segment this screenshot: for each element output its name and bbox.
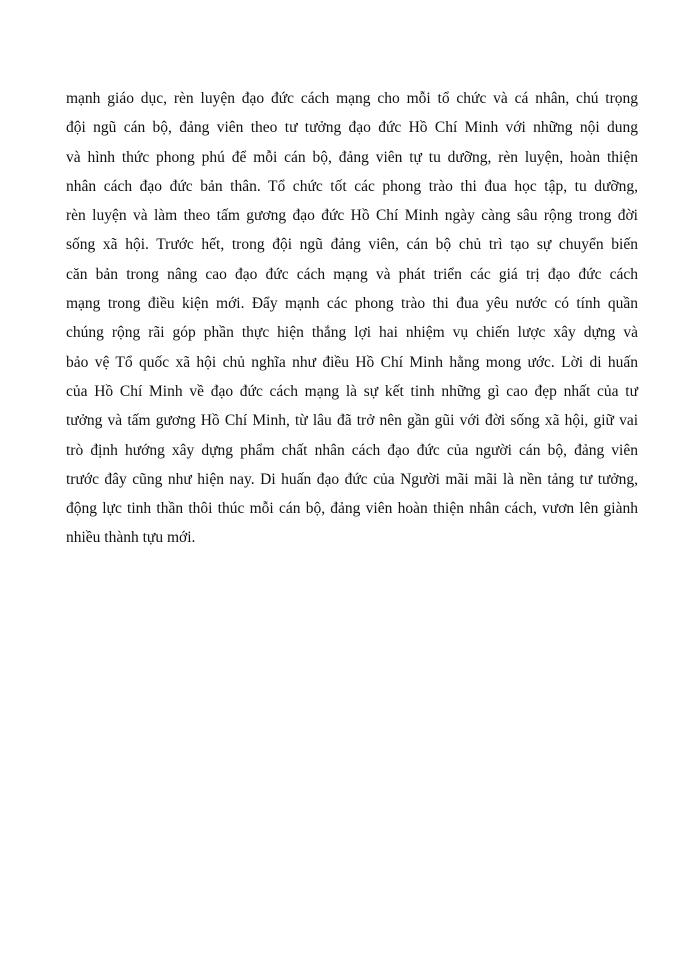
paragraph-line: căn bản trong nâng cao đạo đức cách mạng và phát triển các giá trị đạo đức cách (66, 265, 638, 283)
paragraph-line: tưởng và tấm gương Hồ Chí Minh, từ lâu đã trở nên gần gũi với đời sống xã hội, giữ vai (66, 412, 638, 430)
paragraph-line: động lực tinh thần thôi thúc mỗi cán bộ, đảng viên hoàn thiện nhân cách, vươn lên giành (66, 500, 638, 518)
paragraph-line: của Hồ Chí Minh về đạo đức cách mạng là sự kết tinh những gì cao đẹp nhất của tư (66, 382, 638, 400)
paragraph-line: mạnh giáo dục, rèn luyện đạo đức cách mạng cho mỗi tổ chức và cá nhân, chú trọng (66, 90, 638, 107)
paragraph-line: sống xã hội. Trước hết, trong đội ngũ đảng viên, cán bộ chủ trì tạo sự chuyển biến (66, 236, 638, 254)
paragraph-line: chúng rộng rãi góp phần thực hiện thắng lợi hai nhiệm vụ chiến lược xây dựng và (66, 324, 638, 342)
paragraph-line: trước đây cũng như hiện nay. Di huấn đạo đức của Người mãi mãi là nền tảng tư tưởng, (66, 470, 638, 488)
paragraph-line: bảo vệ Tổ quốc xã hội chủ nghĩa như điều Hồ Chí Minh hằng mong ước. Lời di huấn (66, 353, 638, 371)
body-paragraph (66, 84, 638, 553)
paragraph-line: nhiều thành tựu mới. (66, 529, 196, 547)
paragraph-line: và hình thức phong phú để mỗi cán bộ, đảng viên tự tu dưỡng, rèn luyện, hoàn thiện (66, 148, 638, 166)
paragraph-line: mạng trong điều kiện mới. Đẩy mạnh các phong trào thi đua yêu nước có tính quần (66, 295, 638, 313)
paragraph-line: rèn luyện và làm theo tấm gương đạo đức Hồ Chí Minh ngày càng sâu rộng trong đời (66, 207, 638, 225)
paragraph-line: đội ngũ cán bộ, đảng viên theo tư tưởng đạo đức Hồ Chí Minh với những nội dung (66, 119, 638, 137)
paragraph-line: nhân cách đạo đức bản thân. Tổ chức tốt các phong trào thi đua học tập, tu dưỡng, (66, 177, 638, 195)
paragraph-line: trò định hướng xây dựng phẩm chất nhân cách đạo đức của người cán bộ, đảng viên (66, 441, 638, 459)
